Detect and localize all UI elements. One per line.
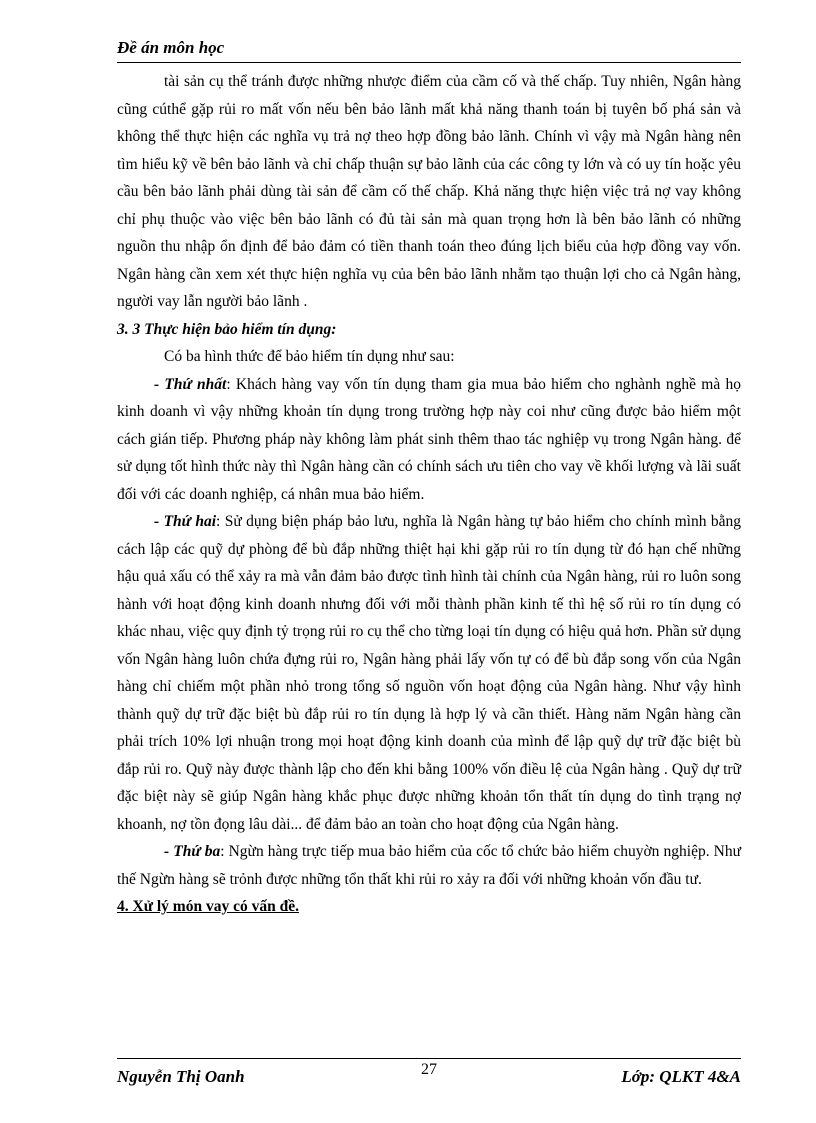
paragraph-guarantee: tài sản cụ thể tránh được những nhược điểm của cầm cố và thế chấp. Tuy nhiên, Ngân hàng cũng cúthể gặp rủi ro mất vốn nếu bên bảo lãnh mất khả năng thanh toán bị tuyên bố phá sản và không thể thực hiện các nghĩa vụ trả nợ theo hợp đồng bảo lãnh. Chính vì vậy mà Ngân hàng nên tìm hiểu kỹ về bên bảo lãnh và chỉ chấp thuận sự bảo lãnh của các công ty lớn và có uy tín hoặc yêu cầu bên bảo lãnh phải dùng tài sản để cầm cố thế chấp. Khả năng thực hiện việc trả nợ vay không chỉ phụ thuộc vào việc bên bảo lãnh có đủ tài sản mà quan trọng hơn là bên bảo lãnh có những nguồn thu nhập ổn định để bảo đảm có tiền thanh toán theo đúng lịch biểu của hợp đồng vay vốn. Ngân hàng cần xem xét thực hiện nghĩa vụ của bên bảo lãnh nhằm tạo thuận lợi cho cả Ngân hàng, người vay lẫn người bảo lãnh . <box>117 73 741 310</box>
paragraph-second <box>117 508 741 838</box>
page-number: 27 <box>421 1061 437 1078</box>
paragraph-first <box>117 371 741 509</box>
paragraph-intro: Có ba hình thức để bảo hiểm tín dụng như sau: <box>164 348 455 365</box>
footer-class: Lớp: QLKT 4&A <box>621 1067 741 1086</box>
header-title: Đề án môn học <box>117 38 225 57</box>
document-body <box>117 68 741 921</box>
second-text: : Sử dụng biện pháp bảo lưu, nghĩa là Ngân hàng tự bảo hiểm cho chính mình bằng cách lập các quỹ dự phòng để bù đắp những thiệt hại khi gặp rủi ro tín dụng từ đó hạn chế những hậu quả xấu có thể xảy ra mà vẫn đảm bảo được tình hình tài chính của Ngân hàng, rủi ro luôn song hành với hoạt động kinh doanh nhưng đối với mỗi thành phần kinh tế thì hệ số rủi ro tín dụng có khác nhau, việc quy định tỷ trọng rủi ro cụ thể cho từng loại tín dụng có hiệu quả hơn. Phần sử dụng vốn Ngân hàng luôn chứa đựng rủi ro, Ngân hàng phải lấy vốn tự có để bù đắp song vốn của Ngân hàng chỉ chiếm một phần nhỏ trong tổng số nguồn vốn hoạt động của Ngân hàng. Như vậy hình thành quỹ dự trữ đặc biệt bù đắp rủi ro tín dụng là hợp lý và cần thiết. Hàng năm Ngân hàng cần phải trích 10% lợi nhuận trong mọi hoạt động kinh doanh của mình để lập quỹ dự trữ đặc biệt bù đắp rủi ro. Quỹ này được thành lập cho đến khi bằng 100% vốn điều lệ của Ngân hàng . Quỹ dự trữ đặc biệt này sẽ giúp Ngân hàng khắc phục được những khoản tổn thất tín dụng do tình trạng nợ khoanh, nợ tồn đọng lâu dài... để đảm bảo an toàn cho hoạt động của Ngân hàng. <box>117 513 741 833</box>
first-text: : Khách hàng vay vốn tín dụng tham gia mua bảo hiểm cho nghành nghề mà họ kinh doanh vì vậy những khoản tín dụng trong trường hợp này coi như cũng được bảo hiểm một cách gián tiếp. Phương pháp này không làm phát sinh thêm thao tác nghiệp vụ trong Ngân hàng. để sử dụng tốt hình thức này thì Ngân hàng cần có chính sách ưu tiên cho vay về khối lượng và lãi suất đối với các doanh nghiệp, cá nhân mua bảo hiểm. <box>117 375 741 503</box>
first-lead: - Thứ nhất <box>154 375 227 393</box>
section-heading-3-3: 3. 3 Thực hiện bảo hiểm tín dụng: <box>117 320 337 338</box>
third-lead: - Thứ ba <box>164 843 221 860</box>
page-header <box>117 38 741 63</box>
page-footer <box>117 1058 741 1089</box>
third-text: : Ngừn hàng trực tiếp mua bảo hiểm của cốc tổ chức bảo hiểm chuyờn nghiệp. Như thế Ngừn hàng sẽ trỏnh được những tổn thất khi rủi ro xảy ra đối với những khoản vốn đầu tư. <box>117 843 741 888</box>
second-lead: - Thứ hai <box>154 513 217 530</box>
footer-author: Nguyễn Thị Oanh <box>117 1067 245 1086</box>
paragraph-third <box>117 838 741 893</box>
section-heading-4: 4. Xử lý món vay có vấn đề. <box>117 898 299 915</box>
